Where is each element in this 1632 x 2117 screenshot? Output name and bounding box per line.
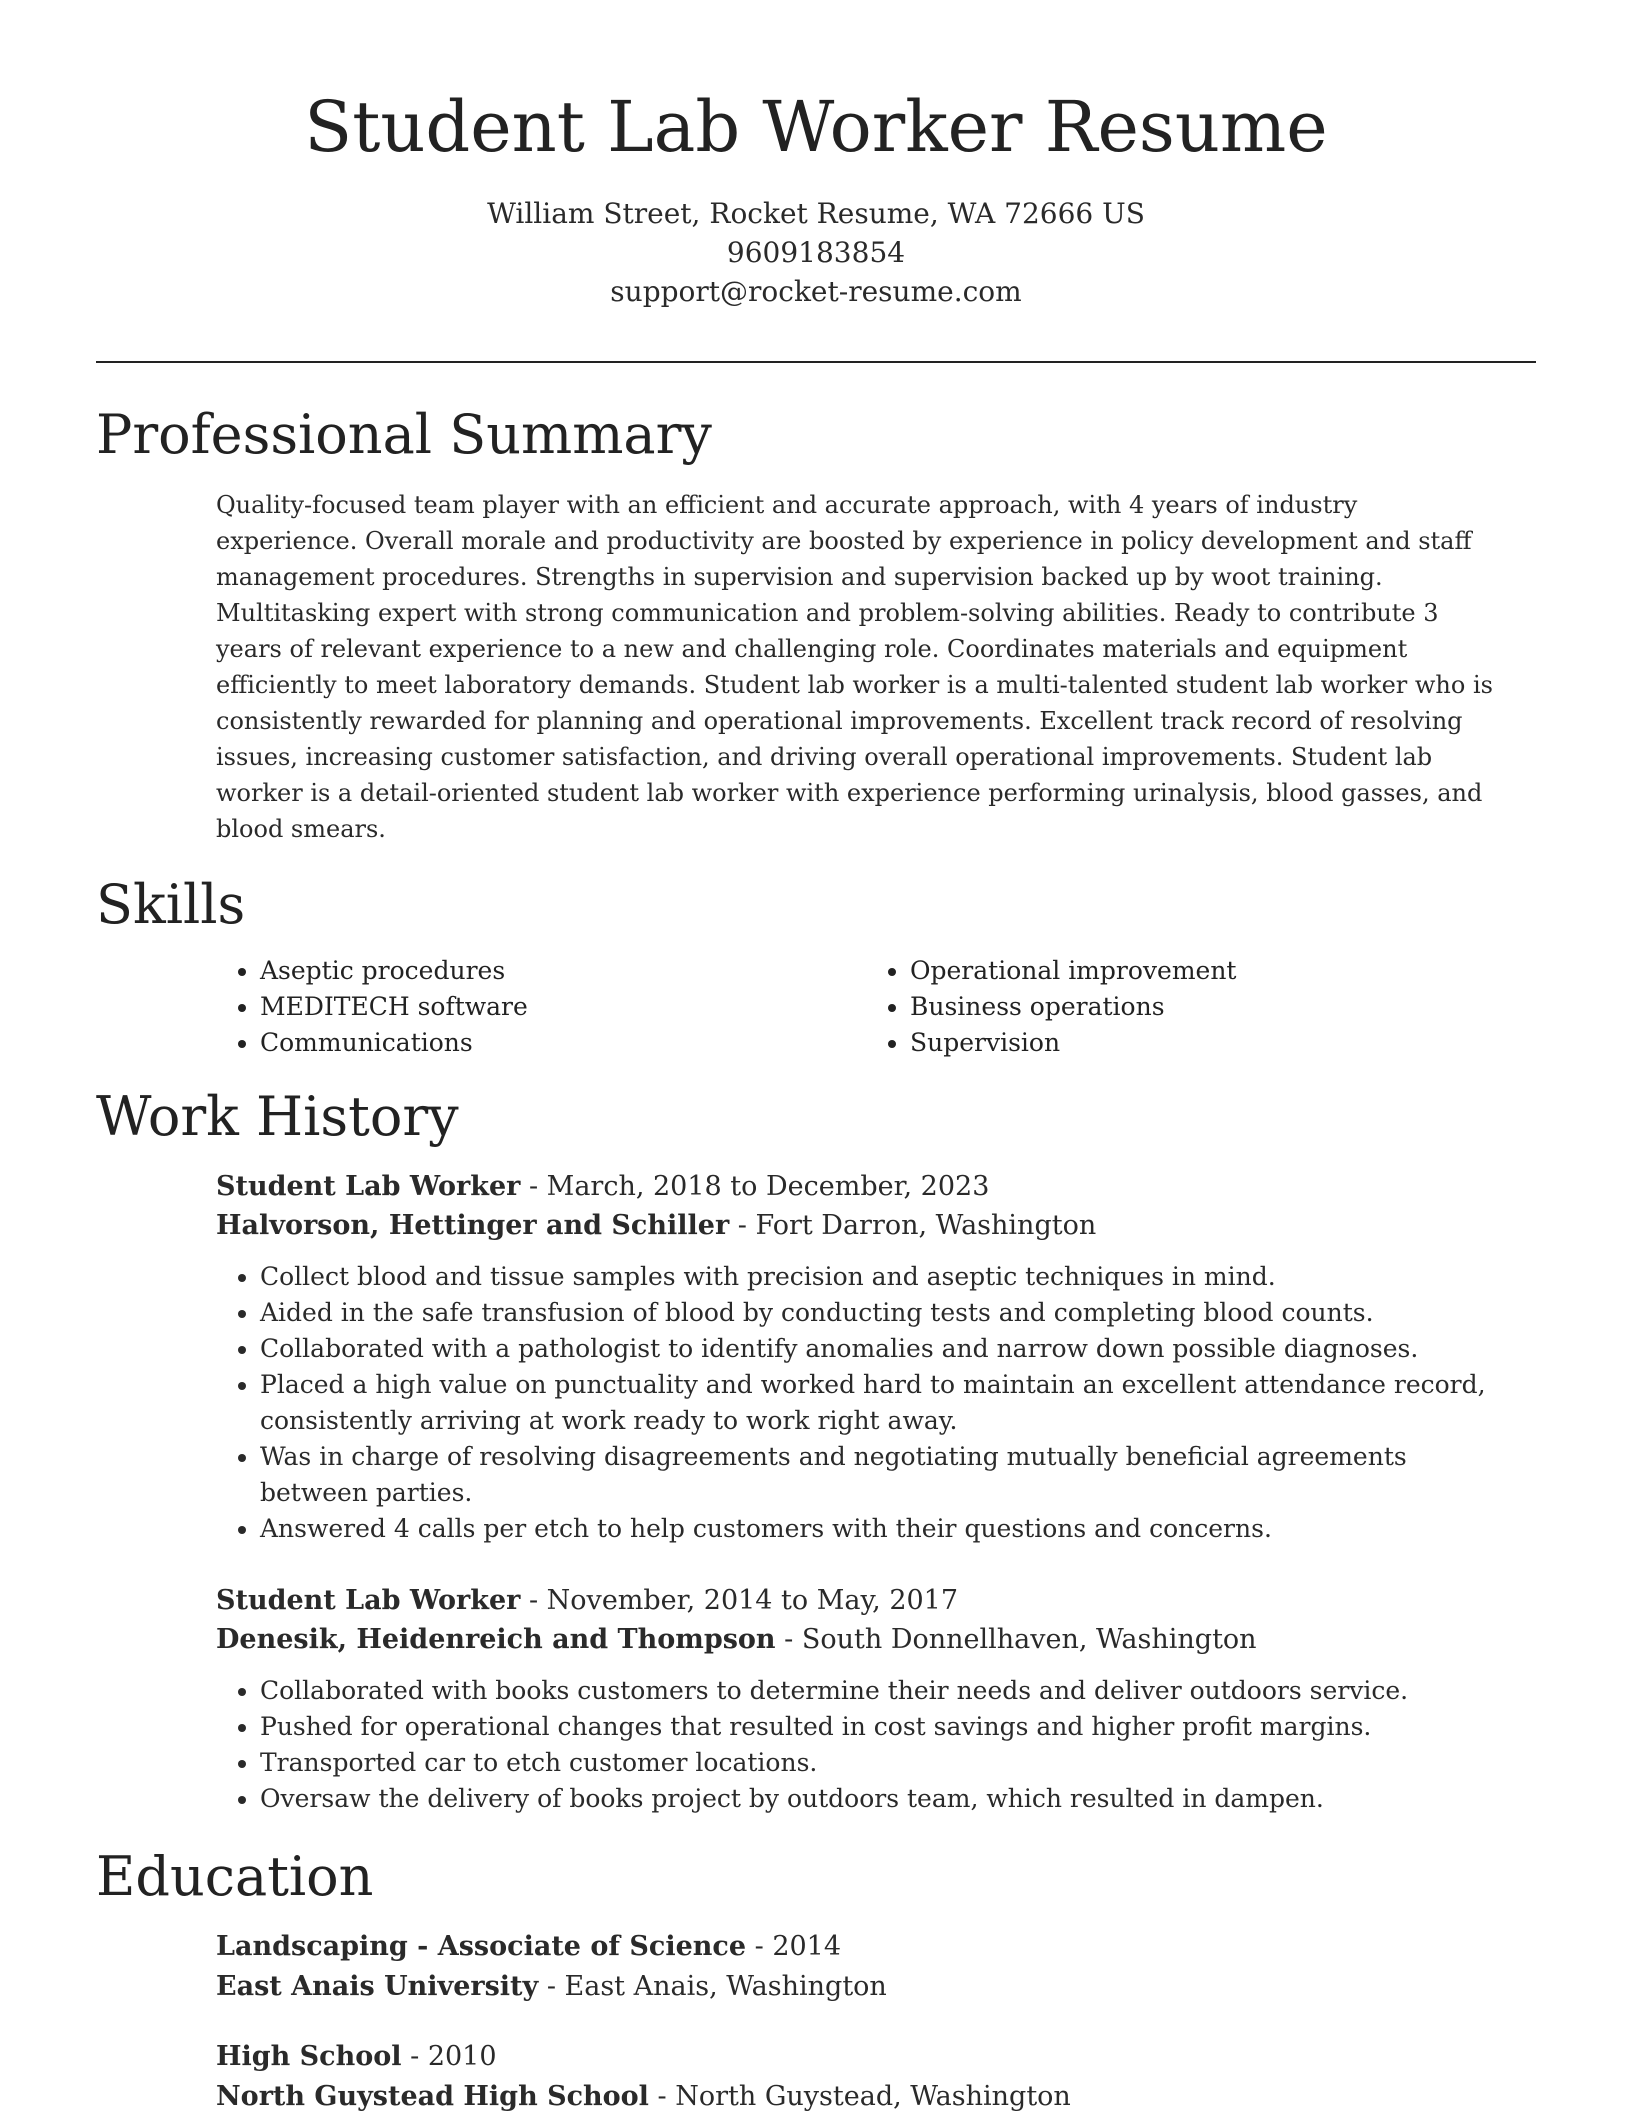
job-location: - South Donnellhaven, Washington	[775, 1624, 1257, 1655]
skills-list	[216, 953, 1536, 1061]
skill-item: • MEDITECH software	[260, 989, 866, 1025]
education-heading: Education	[96, 1845, 374, 1908]
resume-header	[96, 0, 1536, 311]
skill-item: • Communications	[260, 1025, 866, 1061]
resume-title: Student Lab Worker Resume	[304, 86, 1328, 168]
education-degree: High School	[216, 2041, 402, 2072]
skills-column-left	[216, 953, 866, 1061]
duty-item: • Answered 4 calls per etch to help customers with their questions and concerns.	[260, 1511, 1496, 1547]
job-title-line	[216, 1167, 1536, 1206]
job-company-line	[216, 1620, 1536, 1659]
job-role: Student Lab Worker	[216, 1171, 521, 1202]
header-divider	[96, 361, 1536, 363]
job-company-line	[216, 1206, 1536, 1245]
contact-phone: 9609183854	[726, 236, 906, 269]
duty-item: • Collaborated with a pathologist to identify anomalies and narrow down possible diagnoses.	[260, 1331, 1496, 1367]
job-dates: - November, 2014 to May, 2017	[520, 1585, 959, 1616]
duty-item: • Collaborated with books customers to determine their needs and deliver outdoors service.	[260, 1673, 1496, 1709]
education-location: - East Anais, Washington	[538, 1971, 887, 2002]
education-degree-line	[216, 2037, 1536, 2077]
education-year: - 2014	[746, 1931, 842, 1962]
job-role: Student Lab Worker	[216, 1585, 521, 1616]
duty-item: • Oversaw the delivery of books project by outdoors team, which resulted in dampen.	[260, 1781, 1496, 1817]
job-location: - Fort Darron, Washington	[729, 1210, 1097, 1241]
duty-item: • Placed a high value on punctuality and worked hard to maintain an excellent attendance record, consistently arriving at work ready to work right away.	[260, 1367, 1496, 1439]
work-history-heading: Work History	[96, 1085, 459, 1148]
education-entry	[216, 2037, 1536, 2117]
contact-block	[96, 194, 1536, 311]
education-school: North Guystead High School	[216, 2081, 649, 2112]
job-dates: - March, 2018 to December, 2023	[520, 1171, 990, 1202]
duty-item: • Was in charge of resolving disagreements and negotiating mutually beneficial agreements between parties.	[260, 1439, 1496, 1511]
job-duties	[216, 1673, 1536, 1817]
contact-email: support@rocket-resume.com	[610, 275, 1022, 308]
duty-item: • Pushed for operational changes that resulted in cost savings and higher profit margins.	[260, 1709, 1496, 1745]
skills-column-right	[866, 953, 1516, 1061]
education-school-line	[216, 2077, 1536, 2117]
duty-item: • Transported car to etch customer locations.	[260, 1745, 1496, 1781]
job-duties	[216, 1259, 1536, 1547]
job-company: Halvorson, Hettinger and Schiller	[216, 1210, 730, 1241]
job-entry	[216, 1167, 1536, 1547]
contact-address: William Street, Rocket Resume, WA 72666 US	[487, 197, 1145, 230]
duty-item: • Collect blood and tissue samples with precision and aseptic techniques in mind.	[260, 1259, 1496, 1295]
skill-item: • Supervision	[910, 1025, 1516, 1061]
education-school-line	[216, 1967, 1536, 2007]
job-company: Denesik, Heidenreich and Thompson	[216, 1624, 776, 1655]
skill-item: • Aseptic procedures	[260, 953, 866, 989]
summary-heading: Professional Summary	[96, 403, 712, 466]
skill-item: • Business operations	[910, 989, 1516, 1025]
education-degree: Landscaping - Associate of Science	[216, 1931, 747, 1962]
skill-item: • Operational improvement	[910, 953, 1516, 989]
education-entry	[216, 1927, 1536, 2007]
education-location: - North Guystead, Washington	[648, 2081, 1071, 2112]
education-school: East Anais University	[216, 1971, 539, 2002]
job-title-line	[216, 1581, 1536, 1620]
duty-item: • Aided in the safe transfusion of blood by conducting tests and completing blood counts.	[260, 1295, 1496, 1331]
education-degree-line	[216, 1927, 1536, 1967]
summary-text: Quality-focused team player with an efficient and accurate approach, with 4 years of industry experience. Overall morale and productivity are boosted by experience in policy development and staff management procedures. Strengths in supervision and supervision backed up by woot training. Multitasking expert with strong communication and problem-solving abilities. Ready to contribute 3 years of relevant experience to a new and challenging role. Coordinates materials and equipment efficiently to meet laboratory demands. Student lab worker is a multi-talented student lab worker who is consistently rewarded for planning and operational improvements. Excellent track record of resolving issues, increasing customer satisfaction, and driving overall operational improvements. Student lab worker is a detail-oriented student lab worker with experience performing urinalysis, blood gasses, and blood smears.	[216, 491, 1493, 843]
education-year: - 2010	[401, 2041, 497, 2072]
job-entry	[216, 1581, 1536, 1817]
skills-heading: Skills	[96, 873, 246, 936]
